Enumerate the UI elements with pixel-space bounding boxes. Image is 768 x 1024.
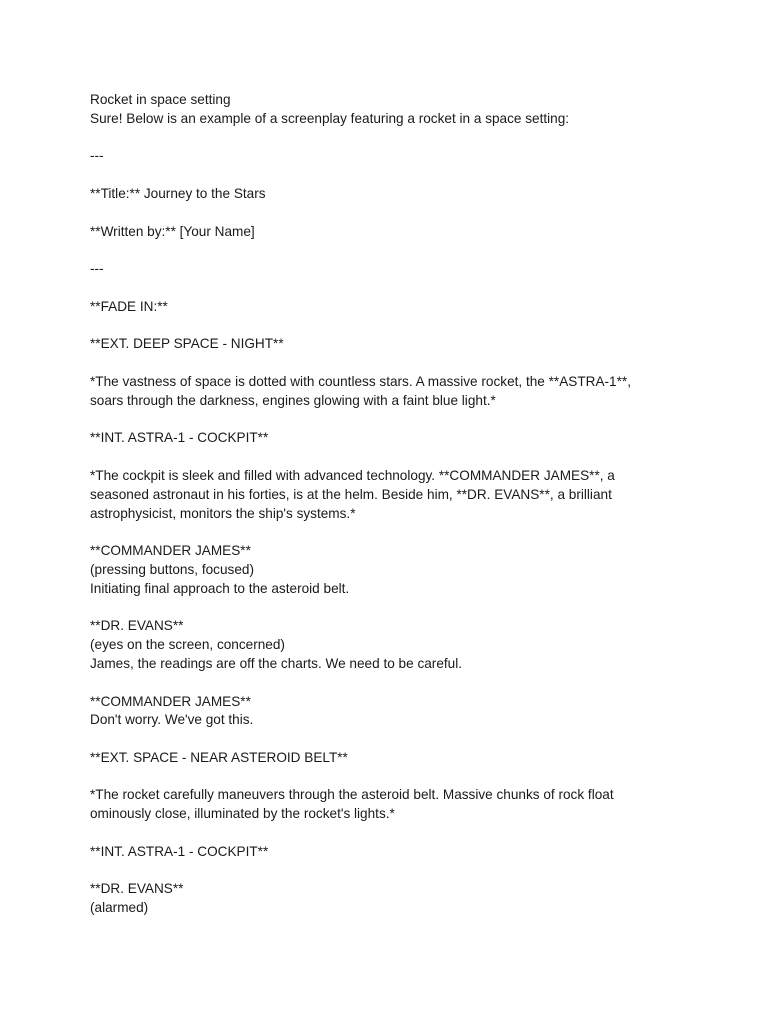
character-name: **COMMANDER JAMES**	[90, 543, 251, 559]
intro-text: Sure! Below is an example of a screenplay featuring a rocket in a space setting:	[90, 110, 570, 126]
scene-heading: **INT. ASTRA-1 - COCKPIT**	[90, 430, 269, 446]
document-body	[90, 91, 690, 918]
character-name: **DR. EVANS**	[90, 881, 184, 897]
separator: ---	[90, 148, 104, 164]
screenplay-title: **Title:** Journey to the Stars	[90, 185, 266, 201]
dialogue: Don't worry. We've got this.	[90, 712, 254, 728]
dialogue: Initiating final approach to the asteroid belt.	[90, 580, 350, 596]
blank-line	[90, 824, 690, 843]
document-title: Rocket in space setting	[90, 92, 231, 107]
character-name: **COMMANDER JAMES**	[90, 693, 251, 709]
blank-line	[90, 448, 690, 467]
blank-line	[90, 599, 690, 618]
blank-line	[90, 862, 690, 881]
scene-heading: **EXT. DEEP SPACE - NIGHT**	[90, 336, 284, 352]
scene-heading: **EXT. SPACE - NEAR ASTEROID BELT**	[90, 749, 348, 765]
blank-line	[90, 411, 690, 430]
blank-line	[90, 730, 690, 749]
blank-line	[90, 674, 690, 693]
character-name: **DR. EVANS**	[90, 618, 184, 634]
parenthetical: (alarmed)	[90, 900, 149, 916]
blank-line	[90, 768, 690, 787]
blank-line	[90, 523, 690, 542]
scene-heading: **INT. ASTRA-1 - COCKPIT**	[90, 843, 269, 859]
blank-line	[90, 129, 690, 148]
action-line: *The cockpit is sleek and filled with advanced technology. **COMMANDER JAMES**, a	[90, 467, 615, 483]
blank-line	[90, 166, 690, 185]
blank-line	[90, 354, 690, 373]
action-line: *The rocket carefully maneuvers through the asteroid belt. Massive chunks of rock float	[90, 787, 614, 803]
action-line: soars through the darkness, engines glowing with a faint blue light.*	[90, 392, 496, 408]
dialogue: James, the readings are off the charts. We need to be careful.	[90, 655, 463, 671]
blank-line	[90, 241, 690, 260]
action-line: astrophysicist, monitors the ship's systems.*	[90, 505, 356, 521]
separator: ---	[90, 261, 104, 277]
blank-line	[90, 279, 690, 298]
blank-line	[90, 204, 690, 223]
transition: **FADE IN:**	[90, 298, 168, 314]
written-by: **Written by:** [Your Name]	[90, 223, 255, 239]
action-line: ominously close, illuminated by the rocket's lights.*	[90, 806, 395, 822]
parenthetical: (pressing buttons, focused)	[90, 561, 254, 577]
action-line: *The vastness of space is dotted with countless stars. A massive rocket, the **ASTRA-1**,	[90, 373, 631, 389]
action-line: seasoned astronaut in his forties, is at the helm. Beside him, **DR. EVANS**, a brilliant	[90, 486, 612, 502]
blank-line	[90, 317, 690, 336]
parenthetical: (eyes on the screen, concerned)	[90, 637, 285, 653]
